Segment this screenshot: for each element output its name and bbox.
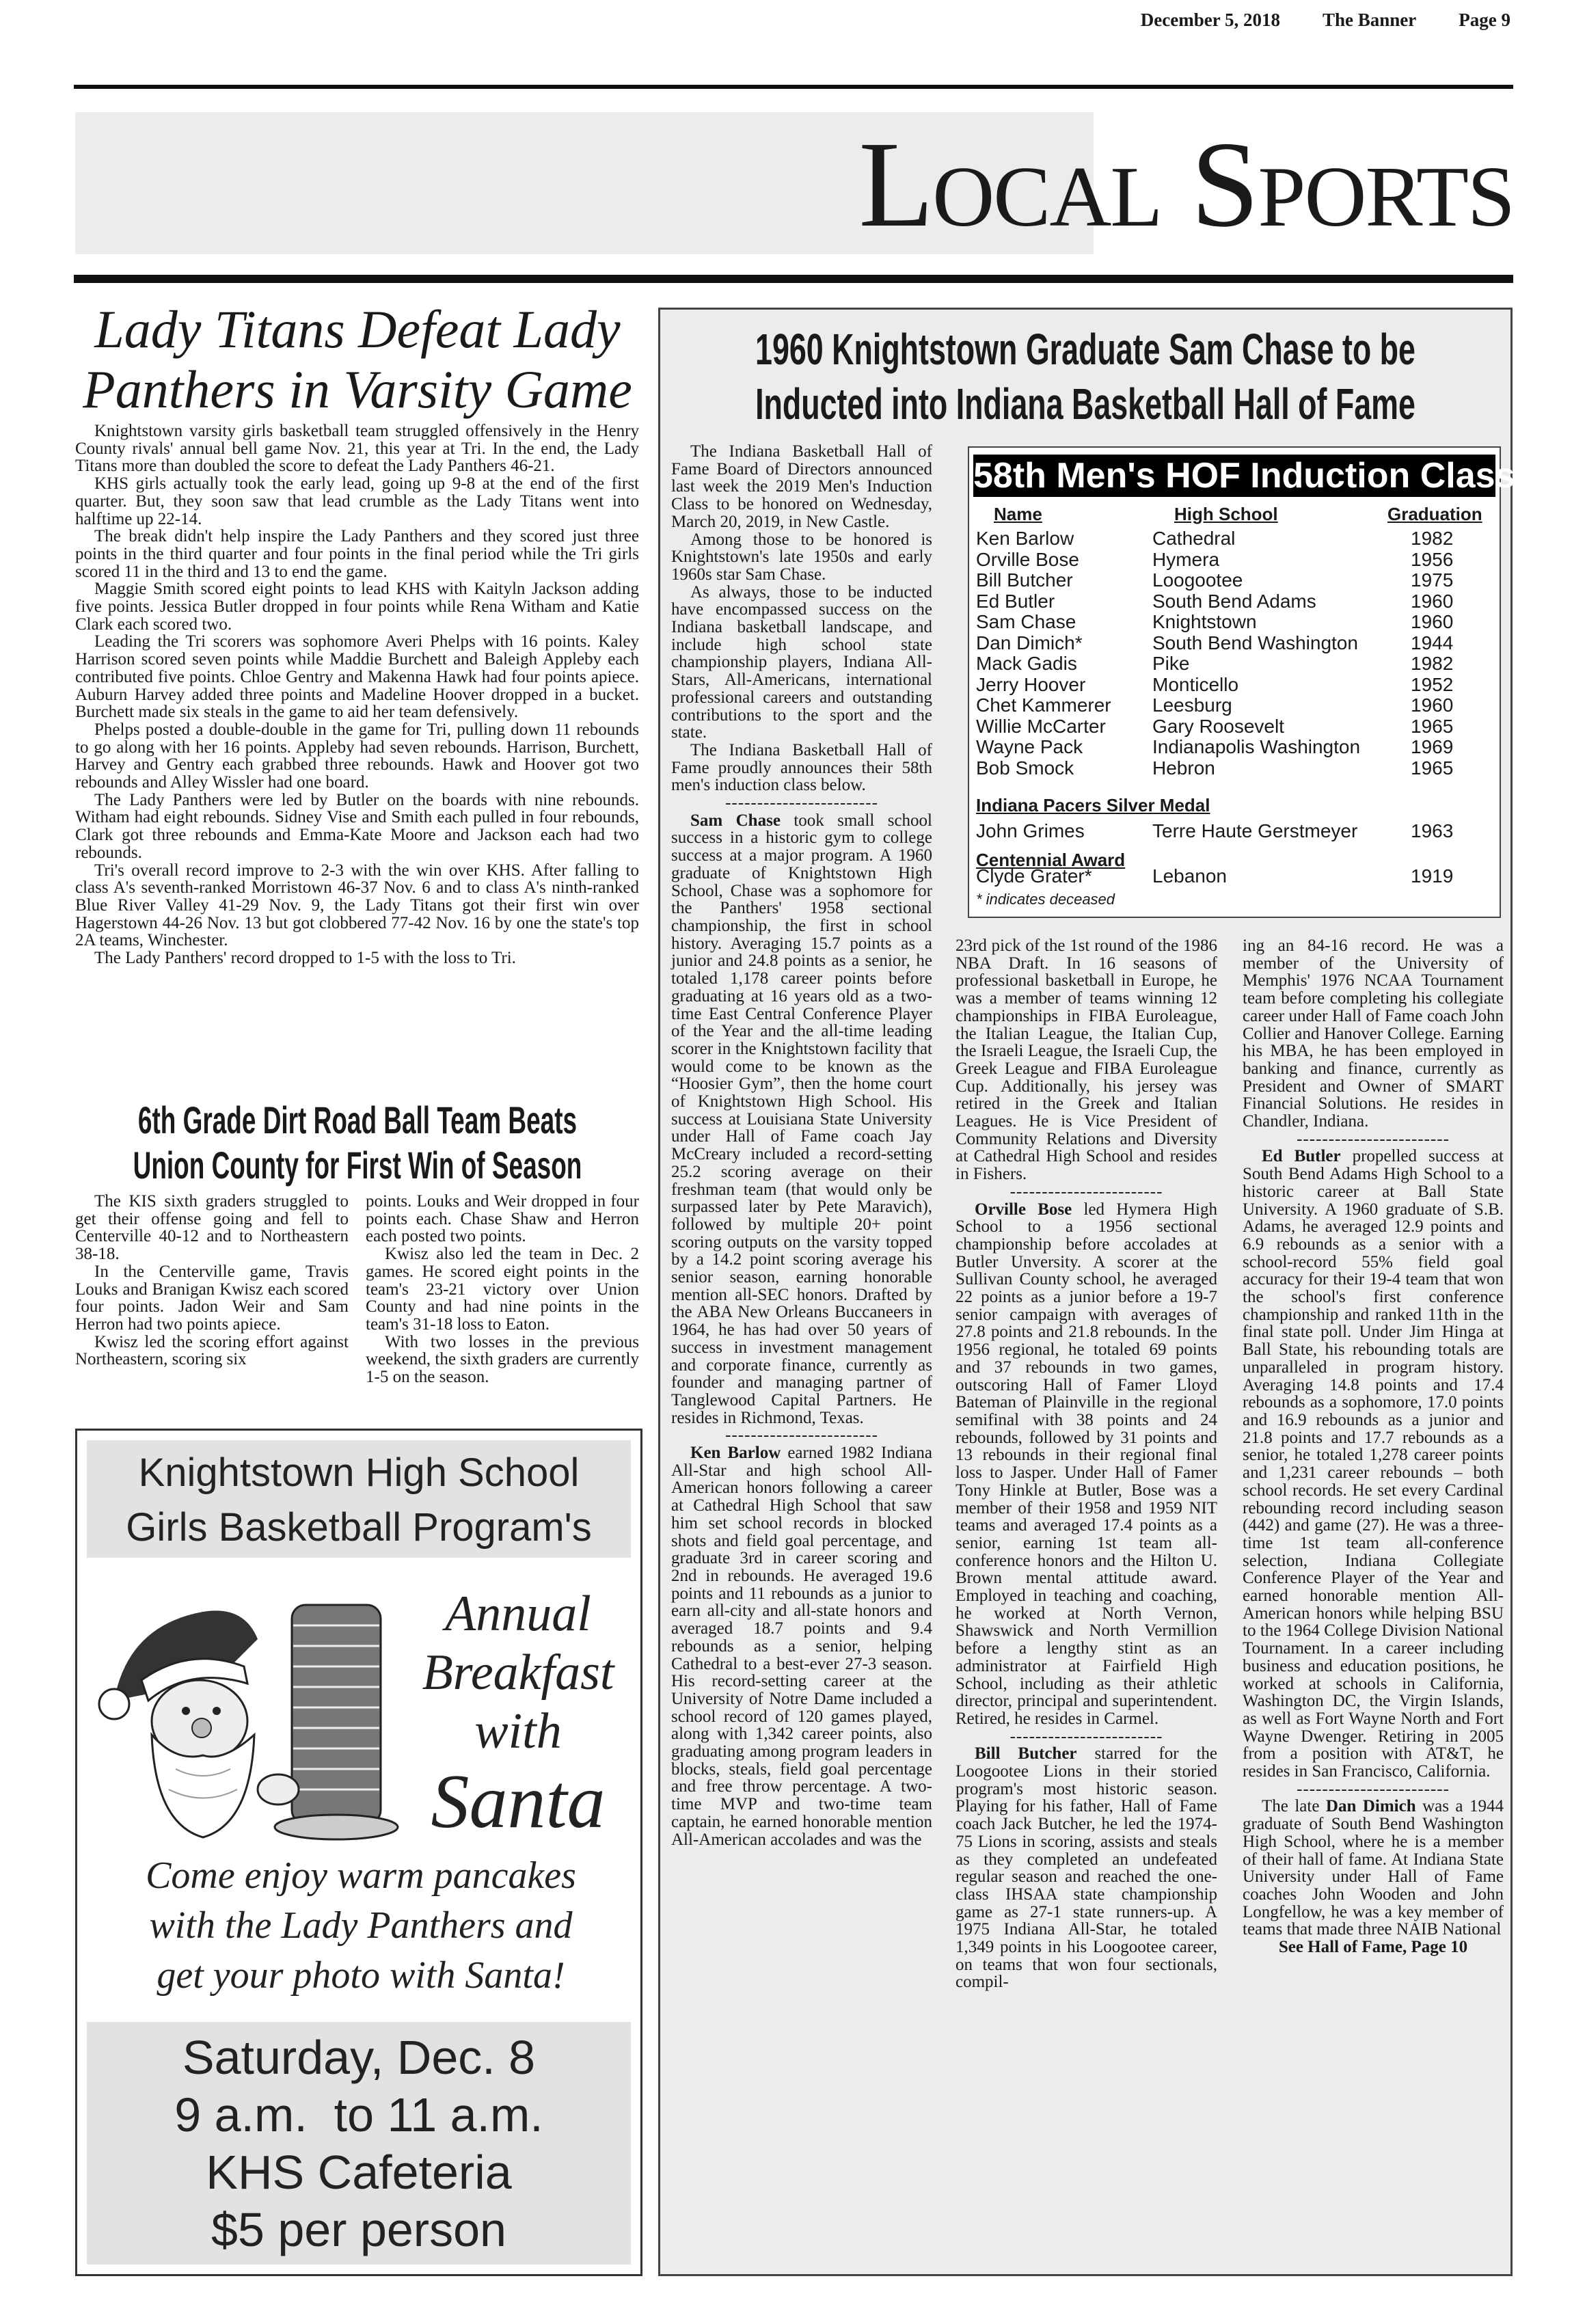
table-row [976, 550, 1495, 570]
table-row [976, 866, 1495, 887]
jump-line: See Hall of Fame, Page 10 [1278, 1938, 1468, 1957]
paragraph [956, 937, 1217, 1183]
event-location: KHS Cafeteria [206, 2146, 512, 2199]
pancake-stack-icon [258, 1605, 398, 1839]
row-name: Dan Dimich* [976, 632, 1083, 653]
row-year: 1919 [1411, 865, 1454, 887]
row-school: South Bend Adams [1152, 590, 1316, 612]
row-year: 1965 [1411, 715, 1454, 737]
row-year: 1975 [1411, 569, 1454, 591]
row-name: Bob Smock [976, 757, 1074, 779]
paragraph [671, 531, 932, 584]
row-school: Lebanon [1152, 865, 1228, 887]
separator: ------------------------ [1297, 1129, 1450, 1148]
paragraph [671, 1444, 932, 1848]
event-time: 9 a.m. to 11 a.m. [174, 2088, 543, 2141]
ad-invitation [84, 1851, 638, 2001]
ad-event-title [398, 1584, 638, 1843]
top-rule [74, 85, 1513, 89]
paragraph [956, 1745, 1217, 1991]
paragraph [75, 1193, 349, 1263]
paragraph [366, 1193, 639, 1245]
row-year: 1963 [1411, 820, 1454, 841]
paragraph-text: Phelps posted a double-double in the game for Tri, pulling down 11 rebounds to go along with her 16 points. Appleby had seven rebounds. Harrison, Burchett, Harvey and Gentry each grabbed three rebounds. Hawk and Hoover got two rebounds and Alley Wissler had one board. [75, 720, 639, 792]
row-year: 1982 [1411, 653, 1454, 674]
paragraph-text: ing an 84-16 record. He was a member of the University of Memphis' 1976 NCAA Tournament team before completing his collegiate career under Hall of Fame coach John Collier and Hanover College. Earning his MBA, he has been employed in banking and finance, currently as President and Owner of SMART Financial Solutions. He resides in Chandler, Indiana. [1243, 936, 1504, 1131]
headline-line: 1960 Knightstown Graduate Sam Chase to be [755, 325, 1415, 374]
row-year: 1952 [1411, 673, 1454, 695]
event-title-line: Santa [431, 1759, 606, 1844]
inductee-name: Orville Bose [975, 1200, 1072, 1219]
paragraph-text: With two losses in the previous weekend, the sixth graders are currently 1-5 on the season. [366, 1332, 639, 1387]
event-title-line: with [474, 1703, 562, 1759]
paragraph [366, 1245, 639, 1334]
inductee-name: Ed Butler [1262, 1147, 1341, 1166]
paragraph-text: points. Louks and Weir dropped in four points each. Chase Shaw and Herron each posted two points. [366, 1192, 639, 1246]
headline-line: Union County for First Win of Season [133, 1144, 582, 1187]
row-name: Willie McCarter [976, 715, 1106, 737]
table-row [976, 675, 1495, 695]
paragraph [75, 1263, 349, 1334]
paragraph [671, 584, 932, 742]
row-school: Gary Roosevelt [1152, 715, 1284, 737]
row-name: Bill Butcher [976, 569, 1073, 591]
paper-name: The Banner [1322, 10, 1417, 30]
row-name: Ed Butler [976, 590, 1055, 612]
table-title: 58th Men's HOF Induction Class [973, 456, 1515, 496]
row-school: Loogootee [1152, 569, 1243, 591]
row-year: 1960 [1411, 590, 1454, 612]
event-price: $5 per person [211, 2203, 506, 2256]
row-school: Terre Haute Gerstmeyer [1152, 820, 1358, 841]
event-title-line: Breakfast [422, 1645, 614, 1701]
paragraph [366, 1334, 639, 1386]
ad-header [87, 1440, 631, 1558]
inductee-name: Bill Butcher [975, 1744, 1077, 1764]
row-school: Monticello [1152, 673, 1239, 695]
masthead [1141, 10, 1510, 31]
row-school: Hebron [1152, 757, 1215, 779]
row-school: Indianapolis Washington [1152, 736, 1361, 757]
row-name: Clyde Grater* [976, 865, 1092, 887]
table-row [976, 695, 1495, 716]
inductee-name: Ken Barlow [690, 1444, 781, 1463]
invitation-line: Come enjoy warm pancakes [146, 1854, 576, 1897]
invitation-line: get your photo with Santa! [157, 1954, 565, 1997]
paragraph [956, 1201, 1217, 1728]
paragraph-text: led Hymera High School to a 1956 sectional championship before accolades at Butler Unversity. A scorer at the Sullivan County school, he averaged 22 points as a junior before a 19-7 senior campaign with averages of 27.8 points and 21.8 rebounds. In the 1956 regional, he totaled 69 points and 37 rebounds in two games, outscoring Hall of Famer Lloyd Bateman of Plainville in the regional semifinal with 38 points and 24 rebounds, followed by 31 points and 13 rebounds in their regional final loss to Jasper. Under Hall of Famer Tony Hinkle at Butler, Bose was a member of their 1958 and 1959 NIT teams and averaged 17.4 points as a senior, earning 1st team all-conference honors and the Hilton U. Brown mental attitude award. Employed in teaching and coaching, he worked at North Vernon, Shawswick and North Vermillion before a lengthy stint as an administrator at Fairfield High School, including as their athletic director, principal and superintendent. Retired, he resides in Carmel. [956, 1200, 1217, 1728]
row-name: Ken Barlow [976, 528, 1074, 549]
article-headline [74, 1098, 641, 1188]
paragraph-text: Kwisz also led the team in Dec. 2 games. He scored eight points in the team's 23-21 victory over Union County and had nine points in the team's 31-18 loss to Eaton. [366, 1245, 639, 1334]
separator: ------------------------ [725, 794, 878, 813]
table-row [976, 821, 1495, 841]
paragraph [671, 812, 932, 1427]
paragraph-text: Leading the Tri scorers was sophomore Averi Phelps with 16 points. Kaley Harrison scored seven points while Maddie Burchett and Baleigh Appleby each contributed five points. Chloe Gentry and Makenna Hawk had four points apiece. Auburn Harvey added three points and Madeline Hoover dropped in a bucket. Burchett made six steals in the game to aid her team defensively. [75, 632, 639, 722]
article-headline: Lady Titans Defeat Lady Panthers in Varsity Game [83, 299, 632, 419]
row-year: 1965 [1411, 757, 1454, 779]
paragraph [1243, 1798, 1504, 1938]
article-column [1243, 937, 1504, 1956]
paragraph [75, 792, 639, 862]
table-row [976, 737, 1495, 757]
table-row [976, 633, 1495, 653]
row-year: 1969 [1411, 736, 1454, 757]
row-school: Pike [1152, 653, 1190, 674]
invitation-line: with the Lady Panthers and [149, 1904, 573, 1947]
paragraph-text: earned 1982 Indiana All-Star and high school All-American honors following a career at Cathedral High School that saw him set school records in blocked shots and field goal percentage, and graduate 3rd in career scoring and 2nd in rebounds. He averaged 19.6 points and 11 rebounds as a junior to earn all-city and all-state honors and averaged 18.7 points and 9.4 rebounds as a senior, helping Cathedral to a best-ever 27-3 season. His record-setting career at the University of Notre Dame included a school record of 120 games played, along with 1,342 career points, also graduating among program leaders in blocks, steals, field goal percentage and free throw percentage. A two-time MVP and two-time team captain, he earned honorable mention All-American accolades and was the [671, 1444, 933, 1849]
table-row [976, 591, 1495, 612]
paragraph [671, 742, 932, 794]
section-rule [74, 275, 1513, 283]
paragraph-text: starred for the Loogootee Lions in their storied program's most historic season. Playing for his father, Hall of Fame coach Jack Butcher, he led the 1974-75 Lions in scoring, assists and steals as they completed an undefeated regular season and reached the one-class IHSAA state championship game as 27-1 state runners-up. A 1975 Indiana All-Star, he totaled 1,349 points in his Loogootee career, on teams that won four sectionals, compil- [956, 1744, 1217, 1992]
row-name: John Grimes [976, 820, 1085, 841]
paragraph-text: Among those to be honored is Knightstown's late 1950s and early 1960s star Sam Chase. [671, 530, 932, 584]
row-year: 1944 [1411, 632, 1454, 653]
row-school: Leesburg [1152, 694, 1232, 716]
column-header-graduation: Graduation [1387, 504, 1482, 524]
event-date: Saturday, Dec. 8 [182, 2031, 536, 2084]
row-year: 1982 [1411, 528, 1454, 549]
row-name: Sam Chase [976, 611, 1076, 632]
row-school: Cathedral [1152, 528, 1236, 549]
paragraph-text: took small school success in a historic gym to college success at a major program. A 1960 graduate of Knightstown High School, Chase was a sophomore for the Panthers' 1958 sectional championship, the first in school history. Averaging 15.7 points as a junior and 24.8 points as a senior, he totaled 1,178 career points before graduating at 16 years old as a two-time East Central Conference Player of the Year and the all-time leading scorer in the Knightstown facility that would come to be known as the “Hoosier Gym”, then the home court of Knightstown High School. His success at Louisiana State University under Hall of Fame coach Jay McCreary included a record-setting 25.2 scoring average on their freshman team (that would only be surpassed later by Pete Maravich), followed by multiple 20+ point scoring outputs on the varsity topped by a 14.2 point scoring average his senior season, earning honorable mention all-SEC honors. Drafted by the ABA New Orleans Buccaneers in 1964, he has had over 50 years of success in investment management and corporate finance, currently as founder and managing partner of Tanglewood Capital Partners. He resides in Richmond, Texas. [671, 811, 932, 1427]
paragraph-text: Maggie Smith scored eight points to lead KHS with Kaityln Jackson adding five points. Jessica Butler dropped in four points while Rena Witham and Katie Clark each scored two. [75, 580, 639, 634]
page-number: Page 9 [1459, 10, 1510, 30]
paragraph-text: KHS girls actually took the early lead, going up 9-8 at the end of the first quarter. But, they soon saw that lead crumble as the Lady Titans went into halftime up 22-14. [75, 474, 639, 528]
paragraph-text: was a 1944 graduate of South Bend Washington High School, where he is a member of their hall of fame. At Indiana State University under Hall of Fame coaches John Wooden and John Longfellow, he was a key member of teams that made three NAIB National [1243, 1797, 1504, 1939]
separator: ------------------------ [1009, 1727, 1163, 1746]
induction-class-table [968, 446, 1515, 918]
separator: ------------------------ [1297, 1779, 1450, 1798]
paragraph-text: The break didn't help inspire the Lady Panthers and they scored just three points in the third quarter and four points in the final period while the Tri girls scored 11 in the third and 13 to end the game. [75, 527, 639, 581]
paragraph-text: Tri's overall record improve to 2-3 with the win over KHS. After falling to class A's seventh-ranked Morristown 46-37 Nov. 6 and to class A's ninth-ranked Blue River Valley 41-29 Nov. 9, the Lady Titans got their first win over Hagerstown 44-26 Nov. 13 but got clobbered 77-42 Nov. 16 by one the state's top 2A teams, Winchester. [75, 861, 639, 950]
row-name: Chet Kammerer [976, 694, 1111, 716]
ad-details [87, 2022, 631, 2265]
santa-icon [87, 1564, 401, 1851]
inductee-name: Sam Chase [690, 811, 781, 830]
row-year: 1960 [1411, 694, 1454, 716]
separator: ------------------------ [1009, 1182, 1163, 1201]
article-column [75, 1193, 349, 1368]
paragraph [75, 580, 639, 633]
paragraph-text: 23rd pick of the 1st round of the 1986 NBA Draft. In 16 seasons of professional basketball in Europe, he was a member of teams winning 12 championships in FIBA Euroleague, the Italian League, the Italian Cup, the Israeli League, the Israeli Cup, the Greek League and FIBA Euroleague Cup. Additionally, his jersey was retired in the Greek and Italian Leagues. He is Vice President of Community Relations and Diversity at Cathedral High School and resides in Fishers. [956, 936, 1217, 1184]
paragraph-text: The Indiana Basketball Hall of Fame proudly announces their 58th men's induction class below. [671, 740, 932, 795]
article-headline [660, 322, 1510, 431]
row-name: Wayne Pack [976, 736, 1083, 757]
row-name: Orville Bose [976, 548, 1079, 570]
paragraph [1243, 937, 1504, 1131]
row-school: South Bend Washington [1152, 632, 1358, 653]
centennial-heading: Centennial Award [976, 850, 1126, 870]
article-body [75, 422, 639, 967]
paragraph-text: Knightstown varsity girls basketball team struggled offensively in the Henry County rivals' annual bell game Nov. 21, this year at Tri. In the end, the Lady Titans more than doubled the score to defeat the Lady Panthers 46-21. [75, 422, 639, 476]
table-row [976, 758, 1495, 779]
row-name: Jerry Hoover [976, 673, 1086, 695]
paragraph [75, 475, 639, 528]
column-header-school: High School [1174, 504, 1278, 524]
paragraph [75, 528, 639, 580]
table-row [976, 528, 1495, 549]
row-year: 1960 [1411, 611, 1454, 632]
pacers-heading: Indiana Pacers Silver Medal [976, 795, 1210, 815]
table-row [976, 612, 1495, 632]
headline-line: 6th Grade Dirt Road Ball Team Beats [137, 1098, 578, 1141]
paragraph-text: The Lady Panthers' record dropped to 1-5 with the loss to Tri. [94, 949, 516, 968]
article-column [366, 1193, 639, 1386]
headline-line: Inducted into Indiana Basketball Hall of Fame [755, 379, 1415, 429]
paragraph [671, 443, 932, 531]
paragraph-text: The Lady Panthers were led by Butler on the boards with nine rebounds. Witham had eight rebounds. Sidney Vise and Smith each pulled in four rebounds, Clark got three rebounds and Emma-Kate Moore and Jackson each had two rebounds. [75, 790, 639, 862]
row-school: Knightstown [1152, 611, 1257, 632]
paragraph-text: Kwisz led the scoring effort against Northeastern, scoring six [75, 1332, 349, 1369]
separator: ------------------------ [725, 1426, 878, 1445]
inductee-name: Dan Dimich [1325, 1797, 1416, 1816]
paragraph-text: propelled success at South Bend Adams High School to a historic career at Ball State University. A 1960 graduate of S.B. Adams, he averaged 12.9 points and 6.9 rebounds as a senior with a school-record 55% field goal accuracy for their 19-4 team that won the school's first conference championship and ranked 11th in the final state poll. Under Jim Hinga at Ball State, his rebounding totals are unparalleled in program history. Averaging 14.8 points and 17.4 rebounds as a sophomore, 17.0 points and 16.9 rebounds as a junior and 21.8 points and 17.7 rebounds as a senior, he totaled 1,278 career points and 1,231 career rebounds – both school records. He set every Cardinal rebounding record including season (442) and game (27). He was a three-time 1st team all-conference selection, Indiana Collegiate Conference Player of the Year and earned honorable mention All-American honors while helping BSU to the 1964 College Division National Tournament. In a career including business and education positions, he worked at schools in California, Washington DC, the Virgin Islands, as well as Fort Wayne North and Fort Wayne Dwenger. Retiring in 2005 from a position with AT&T, he resides in San Francisco, California. [1243, 1147, 1504, 1781]
paragraph-text: As always, those to be inducted have encompassed success on the Indiana basketball landscape, and include high school state championship players, Indiana All-Stars, All-Americans, international professional careers and outstanding contributions to the sport and the state. [671, 582, 932, 742]
issue-date: December 5, 2018 [1140, 10, 1280, 30]
ad-header-line: Knightstown High School [138, 1450, 580, 1495]
paragraph [75, 633, 639, 721]
article-column [956, 937, 1217, 1991]
paragraph [75, 862, 639, 950]
column-header-name: Name [994, 504, 1042, 524]
deceased-note: * indicates deceased [976, 891, 1115, 908]
article-column [671, 443, 932, 1848]
paragraph-text: The KIS sixth graders struggled to get their offense going and fell to Centerville 40-12 and to Northeastern 38-18. [75, 1192, 349, 1264]
paragraph [75, 422, 639, 475]
paragraph-text: In the Centerville game, Travis Louks and Branigan Kwisz each scored four points. Jadon Weir and Sam Herron had two points apiece. [75, 1262, 349, 1334]
paragraph-text: The late [1262, 1797, 1326, 1816]
table-row [976, 716, 1495, 737]
row-name: Mack Gadis [976, 653, 1077, 674]
paragraph [75, 1334, 349, 1368]
paragraph [75, 949, 639, 967]
paragraph [75, 721, 639, 792]
event-title-line: Annual [445, 1586, 591, 1642]
breakfast-with-santa-ad [75, 1429, 642, 2276]
paragraph-text: The Indiana Basketball Hall of Fame Board of Directors announced last week the 2019 Men's Induction Class to be honored on Wednesday, March 20, 2019, in New Castle. [671, 442, 932, 531]
table-row [976, 570, 1495, 591]
ad-header-line: Girls Basketball Program's [126, 1505, 592, 1550]
paragraph [1243, 1148, 1504, 1780]
hof-article [658, 308, 1513, 2276]
row-year: 1956 [1411, 548, 1454, 570]
section-title: Local Sports [858, 116, 1514, 252]
table-row [976, 653, 1495, 674]
row-school: Hymera [1152, 548, 1220, 570]
